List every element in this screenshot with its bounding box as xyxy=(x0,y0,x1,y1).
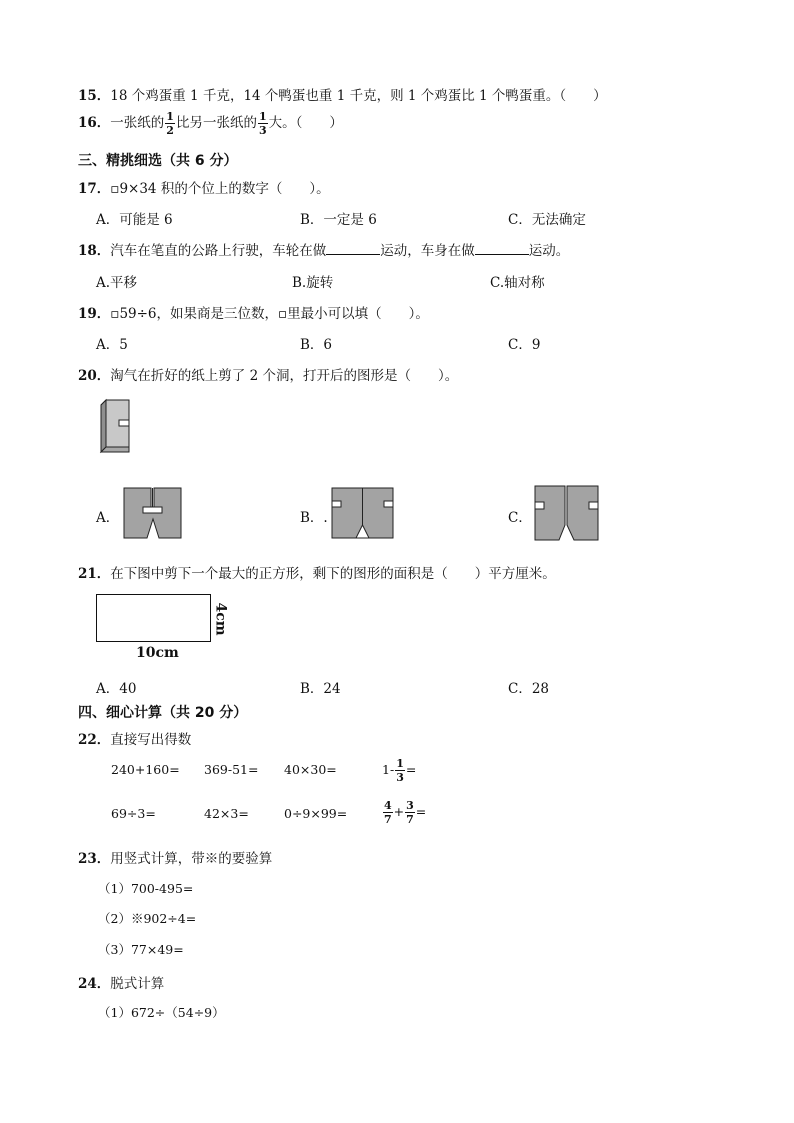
question-text: 汽车在笔直的公路上行驶，车轮在做 xyxy=(110,243,327,259)
question-number: 20． xyxy=(78,368,111,384)
unfolded-shape-c xyxy=(534,485,600,541)
question-text: 运动，车身在做 xyxy=(380,243,475,259)
calc-item: 42×3= xyxy=(204,806,249,821)
question-20 xyxy=(78,364,458,384)
question-number: 17． xyxy=(78,181,111,197)
question-number: 24． xyxy=(78,976,111,992)
sub-item: （1）672÷（54÷9） xyxy=(98,1005,225,1020)
answer-blank xyxy=(475,242,529,255)
option-b: B．24 xyxy=(300,681,341,697)
question-number: 21． xyxy=(78,566,111,582)
calc-item: 69÷3= xyxy=(111,806,156,821)
question-15 xyxy=(78,84,607,104)
question-number: 23． xyxy=(78,851,111,867)
question-text: ▫59÷6，如果商是三位数，▫里最小可以填（ ）。 xyxy=(110,306,429,322)
option-c: C． xyxy=(508,510,532,526)
sub-item: （3）77×49= xyxy=(98,942,184,957)
section-title-4: 四、细心计算（共 20 分） xyxy=(78,705,248,721)
answer-blank xyxy=(326,242,380,255)
question-text: 大。（ ） xyxy=(268,115,343,131)
question-text: 比另一张纸的 xyxy=(175,115,257,131)
option-b: B．. xyxy=(300,510,328,526)
question-text: 用竖式计算，带※的要验算 xyxy=(110,851,273,867)
question-text: 运动。 xyxy=(528,243,570,259)
sub-item: （1）700-495= xyxy=(98,881,194,896)
rectangle-figure xyxy=(96,594,211,642)
question-text: 在下图中剪下一个最大的正方形，剩下的图形的面积是（ ）平方厘米。 xyxy=(110,566,556,582)
question-19 xyxy=(78,302,429,322)
question-22 xyxy=(78,728,191,748)
question-text: 一张纸的 xyxy=(110,115,165,131)
fraction-one-half: $\frac{1}{2}$ xyxy=(166,110,174,137)
option-c: C．28 xyxy=(508,681,550,697)
option-a: A． xyxy=(96,510,120,526)
calc-item: 40×30= xyxy=(284,762,337,777)
option-a: A．40 xyxy=(96,681,137,697)
question-number: 19． xyxy=(78,306,111,322)
calc-item: 369-51= xyxy=(204,762,259,777)
question-text: 18 个鸡蛋重 1 千克，14 个鸭蛋也重 1 千克，则 1 个鸡蛋比 1 个鸭蛋重。（ ） xyxy=(110,88,607,104)
calc-item: 240+160= xyxy=(111,762,180,777)
question-21 xyxy=(78,562,556,582)
question-text: ▫9×34 积的个位上的数字（ ）。 xyxy=(110,181,330,197)
option-c: C.轴对称 xyxy=(490,275,545,291)
option-b: B．6 xyxy=(300,337,333,353)
option-a: A.平移 xyxy=(96,275,138,291)
question-number: 22． xyxy=(78,732,111,748)
question-23 xyxy=(78,847,272,867)
section-title-3: 三、精挑细选（共 6 分） xyxy=(78,153,238,169)
calc-item: 0÷9×99= xyxy=(284,806,348,821)
question-16 xyxy=(78,111,343,136)
option-c: C．9 xyxy=(508,337,541,353)
question-number: 16． xyxy=(78,115,111,131)
calc-item-fraction: 1- $\frac{1}{3}$ = xyxy=(382,757,417,784)
option-b: B.旋转 xyxy=(292,275,334,291)
question-24 xyxy=(78,972,164,992)
question-text: 脱式计算 xyxy=(110,976,165,992)
folded-paper-figure xyxy=(99,400,133,456)
calc-item-fraction: $\frac{4}{7}$ + $\frac{3}{7}$ = xyxy=(384,799,427,826)
question-text: 淘气在折好的纸上剪了 2 个洞，打开后的图形是（ ）。 xyxy=(110,368,459,384)
question-number: 15． xyxy=(78,88,111,104)
height-label: 4cm xyxy=(212,602,229,636)
option-c: C．无法确定 xyxy=(508,212,586,228)
question-17 xyxy=(78,177,330,197)
sub-item: （2）※902÷4= xyxy=(98,911,197,926)
question-number: 18． xyxy=(78,243,111,259)
question-text: 直接写出得数 xyxy=(110,732,192,748)
option-a: A．5 xyxy=(96,337,128,353)
unfolded-shape-b xyxy=(331,487,395,539)
unfolded-shape-a xyxy=(123,487,183,539)
question-18 xyxy=(78,239,569,259)
option-a: A．可能是 6 xyxy=(96,212,173,228)
fraction-one-third: $\frac{1}{3}$ xyxy=(258,110,267,137)
width-label: 10cm xyxy=(136,645,179,661)
option-b: B．一定是 6 xyxy=(300,212,377,228)
